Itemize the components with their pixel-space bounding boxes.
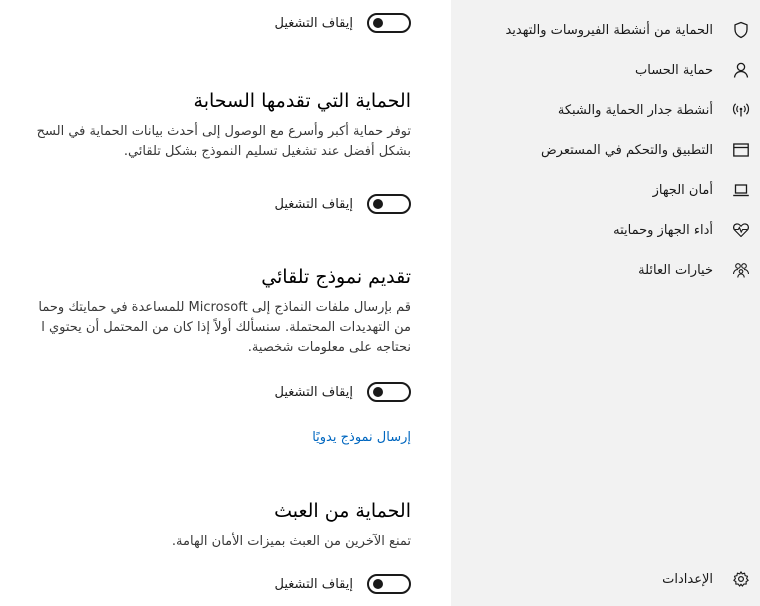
toggle-row bbox=[0, 192, 411, 216]
sample-submission-toggle[interactable] bbox=[367, 382, 411, 402]
section-realtime bbox=[0, 11, 411, 35]
heart-pulse-icon bbox=[732, 221, 750, 239]
toggle-row bbox=[0, 11, 411, 35]
section-description bbox=[0, 122, 411, 162]
section-description bbox=[0, 532, 411, 552]
toggle-knob bbox=[373, 199, 383, 209]
submit-sample-manually-link[interactable]: إرسال نموذج يدويًا bbox=[312, 430, 411, 445]
description-line: نحتاجه على معلومات شخصية. bbox=[247, 340, 411, 355]
description-line: بشكل أفضل عند تشغيل تسليم النموذج بشكل تلقائي. bbox=[123, 144, 411, 159]
realtime-protection-toggle[interactable] bbox=[367, 13, 411, 33]
toggle-label: إيقاف التشغيل bbox=[274, 196, 353, 212]
sidebar-item-label: أمان الجهاز bbox=[652, 182, 713, 198]
section-cloud-protection bbox=[0, 88, 411, 216]
sidebar-item-device-performance[interactable] bbox=[451, 210, 760, 250]
family-icon bbox=[732, 261, 750, 279]
gear-icon bbox=[732, 570, 750, 588]
section-title: الحماية التي تقدمها السحابة bbox=[193, 90, 411, 112]
sidebar-item-label: خيارات العائلة bbox=[638, 262, 713, 278]
person-icon bbox=[732, 61, 750, 79]
section-tamper-protection bbox=[0, 498, 411, 596]
sidebar-item-device-security[interactable] bbox=[451, 170, 760, 210]
sidebar-item-label: حماية الحساب bbox=[635, 62, 713, 78]
section-title: الحماية من العبث bbox=[274, 500, 411, 522]
shield-icon bbox=[732, 21, 750, 39]
toggle-label: إيقاف التشغيل bbox=[274, 384, 353, 400]
toggle-row bbox=[0, 572, 411, 596]
sidebar-item-label: الحماية من أنشطة الفيروسات والتهديد bbox=[505, 22, 713, 38]
toggle-knob bbox=[373, 579, 383, 589]
toggle-label: إيقاف التشغيل bbox=[274, 15, 353, 31]
toggle-label: إيقاف التشغيل bbox=[274, 576, 353, 592]
sidebar-item-settings[interactable] bbox=[451, 559, 760, 599]
section-description bbox=[0, 298, 411, 358]
section-sample-submission bbox=[0, 264, 411, 445]
nav-list bbox=[451, 0, 760, 290]
link-row bbox=[0, 426, 411, 445]
sidebar-item-label: أداء الجهاز وحمايته bbox=[613, 222, 713, 238]
sidebar bbox=[451, 0, 760, 606]
wifi-antenna-icon bbox=[732, 101, 750, 119]
laptop-icon bbox=[732, 181, 750, 199]
sidebar-item-label: أنشطة جدار الحماية والشبكة bbox=[557, 102, 713, 118]
sidebar-item-firewall[interactable] bbox=[451, 90, 760, 130]
description-line: توفر حماية أكبر وأسرع مع الوصول إلى أحدث بيانات الحماية في السح bbox=[36, 124, 411, 139]
description-line: من التهديدات المحتملة. سنسألك أولاً إذا كان من المحتمل أن يحتوي ا bbox=[41, 320, 411, 335]
sidebar-item-label: التطبيق والتحكم في المستعرض bbox=[540, 142, 713, 158]
sidebar-item-family-options[interactable] bbox=[451, 250, 760, 290]
sidebar-item-account-protection[interactable] bbox=[451, 50, 760, 90]
settings-label: الإعدادات bbox=[662, 571, 713, 587]
browser-window-icon bbox=[732, 141, 750, 159]
toggle-knob bbox=[373, 387, 383, 397]
toggle-row bbox=[0, 380, 411, 404]
toggle-knob bbox=[373, 18, 383, 28]
section-title: تقديم نموذج تلقائي bbox=[261, 266, 411, 288]
sidebar-item-virus-protection[interactable] bbox=[451, 10, 760, 50]
description-line: قم بإرسال ملفات النماذج إلى Microsoft للمساعدة في حمايتك وحما bbox=[38, 300, 411, 315]
sidebar-item-app-browser-control[interactable] bbox=[451, 130, 760, 170]
cloud-protection-toggle[interactable] bbox=[367, 194, 411, 214]
description-line: تمنع الآخرين من العبث بميزات الأمان الهامة. bbox=[171, 534, 411, 549]
tamper-protection-toggle[interactable] bbox=[367, 574, 411, 594]
